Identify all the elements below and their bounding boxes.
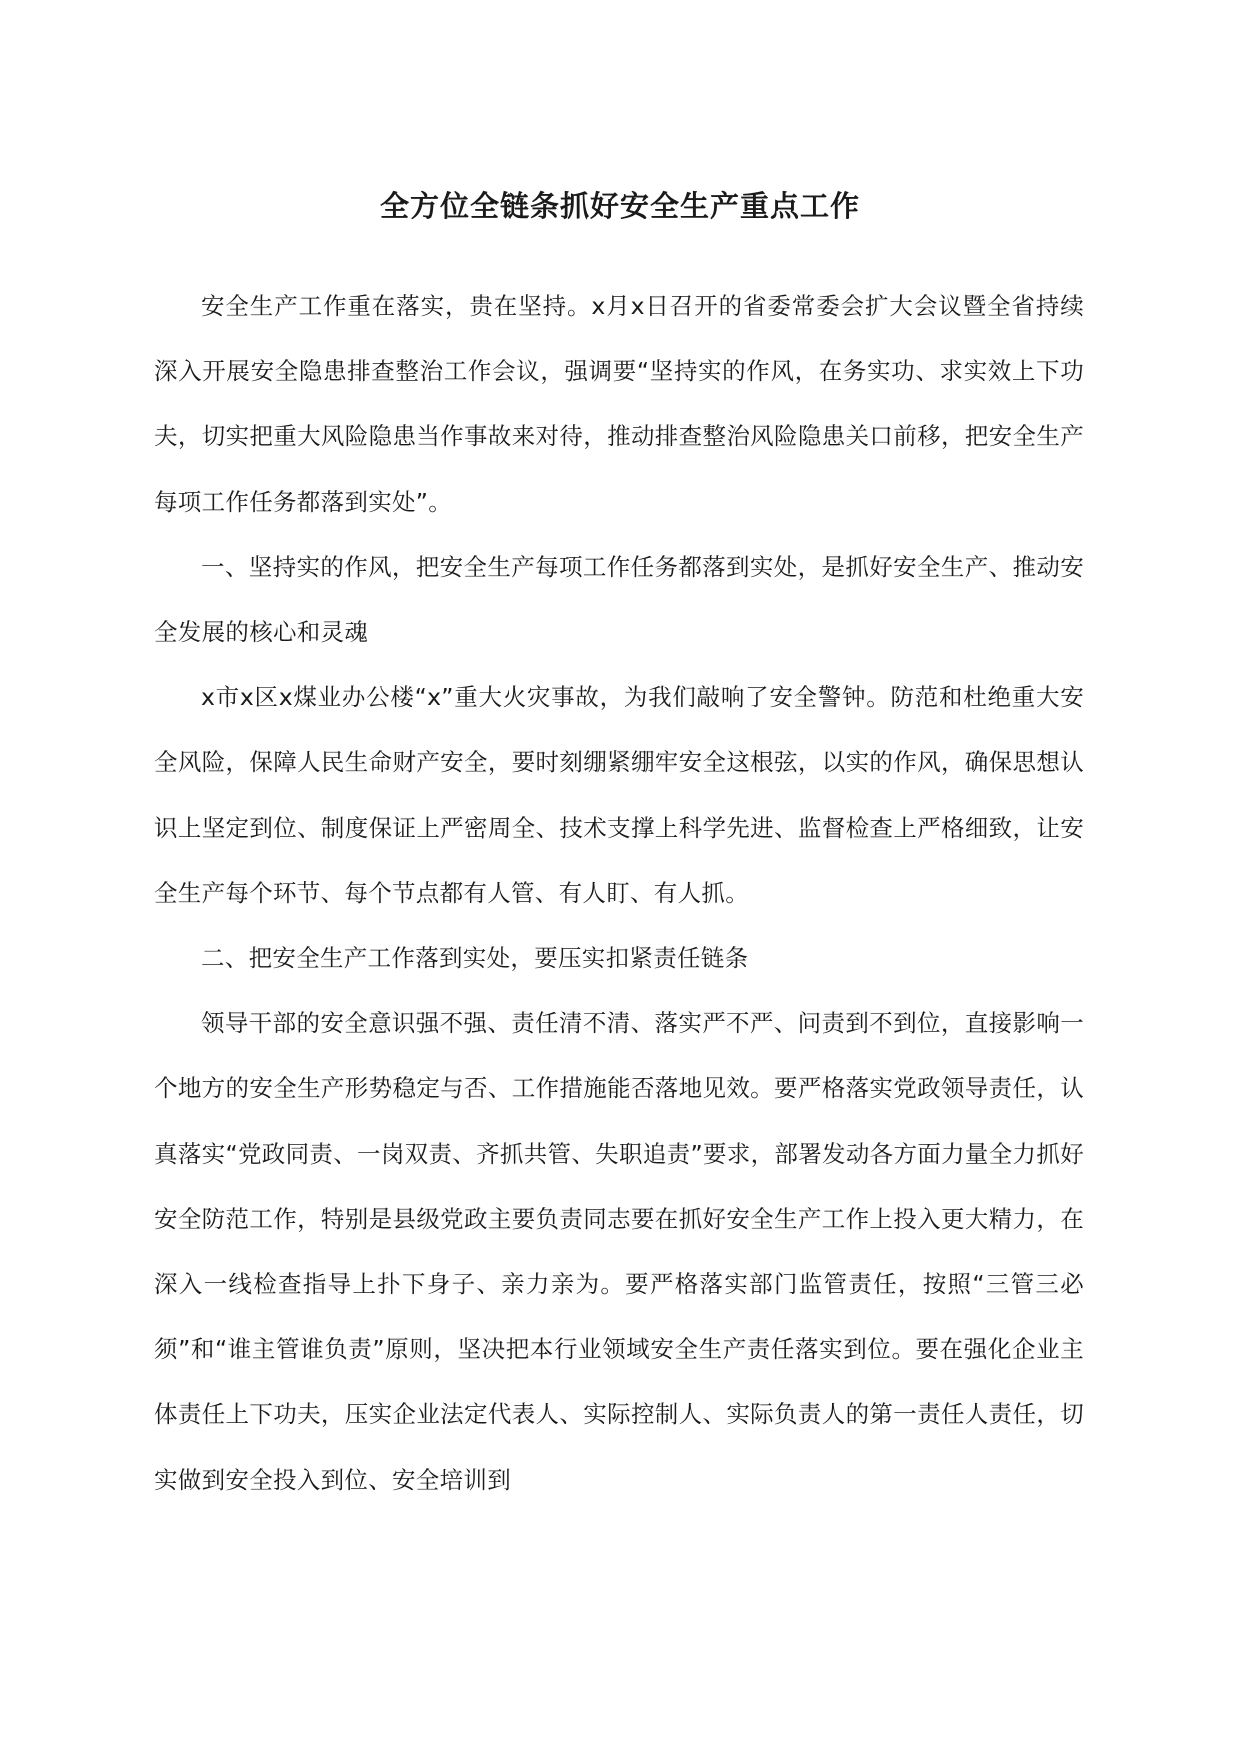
paragraph-section-1: x市x区x煤业办公楼“x”重大火灾事故，为我们敲响了安全警钟。防范和杜绝重大安全风险，保障人民生命财产安全，要时刻绷紧绷牢安全这根弦，以实的作风，确保思想认识上坚定到位、制度保证上严密周全、技术支撑上科学先进、监督检查上严格细致，让安全生产每个环节、每个节点都有人管、有人盯、有人抓。 [154, 683, 1084, 907]
document-title: 全方位全链条抓好安全生产重点工作 [379, 189, 860, 223]
document-body [154, 274, 1084, 1513]
paragraph-intro: 安全生产工作重在落实，贵在坚持。x月x日召开的省委常委会扩大会议暨全省持续深入开展安全隐患排查整治工作会议，强调要“坚持实的作风，在务实功、求实效上下功夫，切实把重大风险隐患当作事故来对待，推动排查整治风险隐患关口前移，把安全生产每项工作任务都落到实处”。 [154, 292, 1084, 516]
section-heading-1: 一、坚持实的作风，把安全生产每项工作任务都落到实处，是抓好安全生产、推动安全发展的核心和灵魂 [154, 552, 1084, 647]
section-heading-2: 二、把安全生产工作落到实处，要压实扣紧责任链条 [201, 944, 749, 973]
paragraph-section-2: 领导干部的安全意识强不强、责任清不清、落实严不严、问责到不到位，直接影响一个地方的安全生产形势稳定与否、工作措施能否落地见效。要严格落实党政领导责任，认真落实“党政同责、一岗双责、齐抓共管、失职追责”要求，部署发动各方面力量全力抓好安全防范工作，特别是县级党政主要负责同志要在抓好安全生产工作上投入更大精力，在深入一线检查指导上扑下身子、亲力亲为。要严格落实部门监管责任，按照“三管三必须”和“谁主管谁负责”原则，坚决把本行业领域安全生产责任落实到位。要在强化企业主体责任上下功夫，压实企业法定代表人、实际控制人、实际负责人的第一责任人责任，切实做到安全投入到位、安全培训到 [154, 1009, 1084, 1494]
